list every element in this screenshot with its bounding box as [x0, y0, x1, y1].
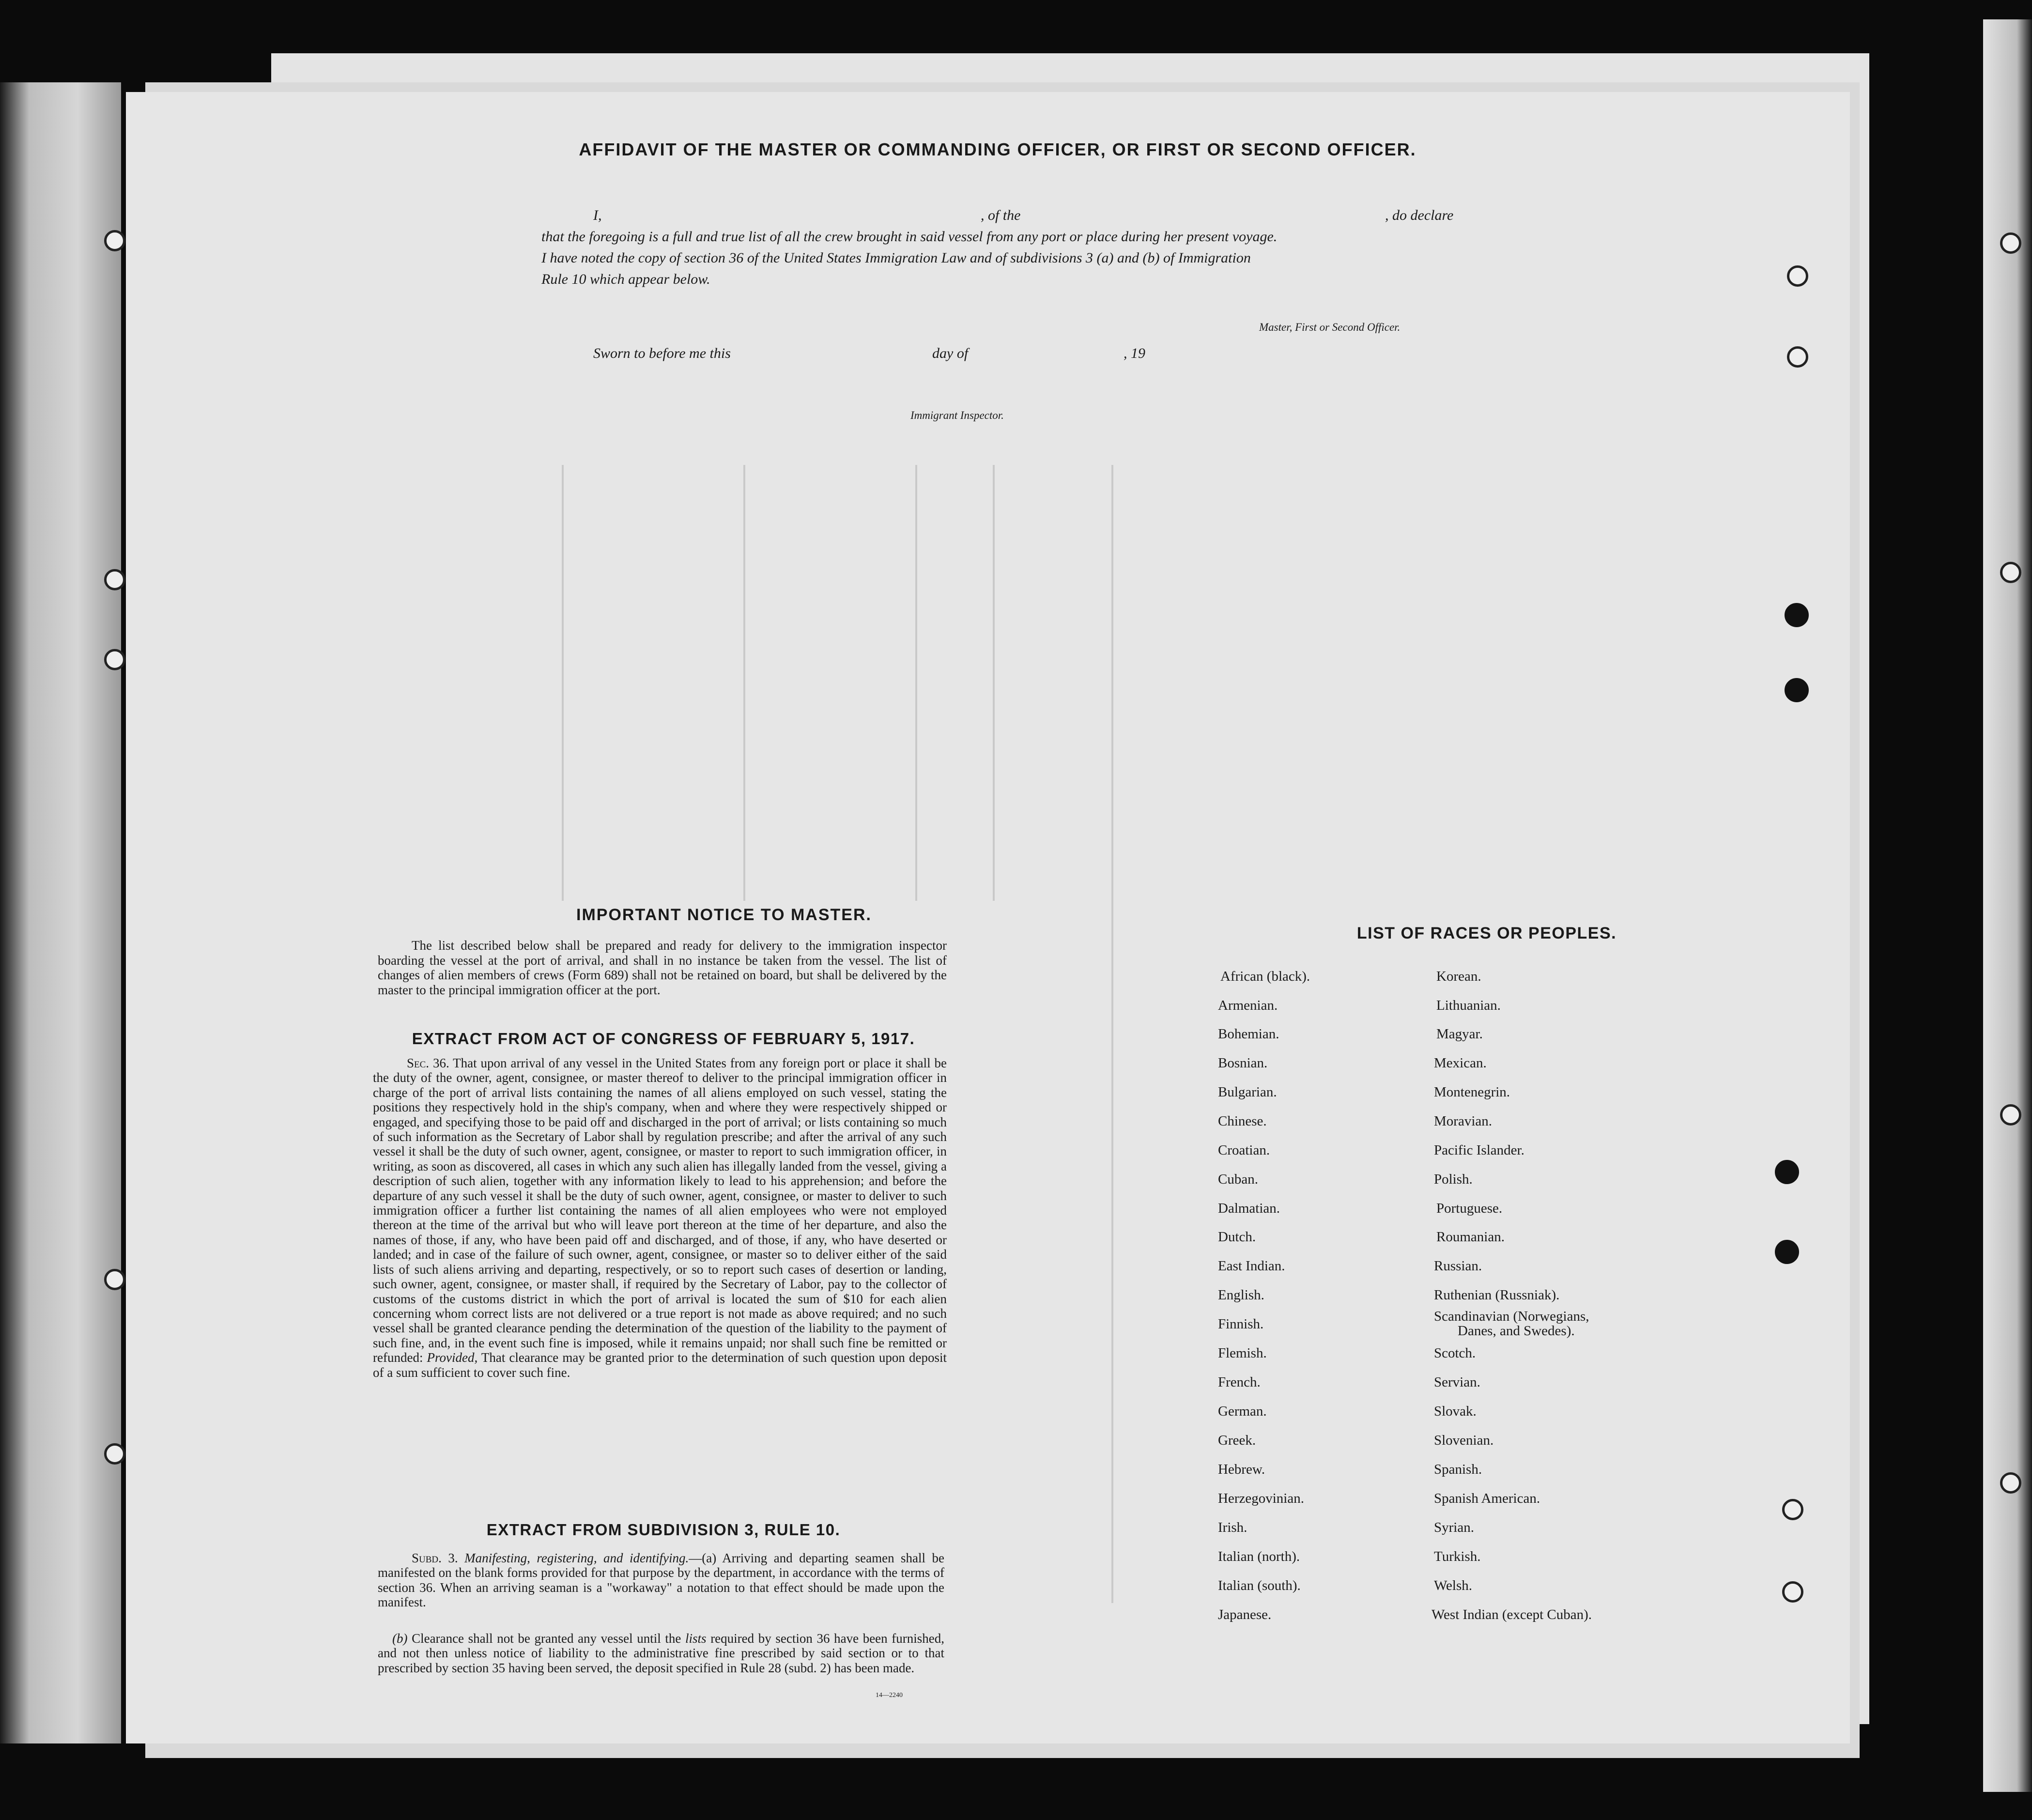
- race-item: Moravian.: [1434, 1113, 1492, 1129]
- race-item: Magyar.: [1436, 1026, 1483, 1042]
- affidavit-line-3: I have noted the copy of section 36 of the United States Immigration Law and of subdivisions 3 (a) and (b) of Immigration: [541, 250, 1251, 266]
- race-item: Ruthenian (Russniak).: [1434, 1287, 1560, 1303]
- rule-extract-heading: EXTRACT FROM SUBDIVISION 3, RULE 10.: [486, 1521, 841, 1539]
- binder-ring-icon: [104, 1269, 125, 1290]
- affidavit-title: AFFIDAVIT OF THE MASTER OR COMMANDING OFFICER, OR FIRST OR SECOND OFFICER.: [579, 139, 1416, 159]
- subdivision-b-body-2: required by section 36 have been furnished, and not then unless notice of liability to the administrative fine prescribed by said section or to that prescribed by section 35 having been served, the deposit specified in Rule 28 (subd. 2) has been made.: [378, 1631, 945, 1675]
- race-item: Scotch.: [1434, 1345, 1476, 1361]
- binder-hole-icon: [1775, 1160, 1799, 1184]
- binder-hole-icon: [1787, 346, 1808, 368]
- subdivision-3a-text: [378, 1551, 944, 1610]
- race-item: Spanish.: [1434, 1462, 1482, 1477]
- binder-ring-icon: [104, 230, 125, 251]
- race-item: Korean.: [1436, 969, 1481, 984]
- affidavit-line-2: that the foregoing is a full and true list of all the crew brought in said vessel from any port or place during her present voyage.: [541, 229, 1278, 245]
- race-item: Danes, and Swedes).: [1458, 1323, 1575, 1339]
- race-item: Cuban.: [1218, 1172, 1258, 1187]
- subdivision-3b-text: [378, 1631, 944, 1675]
- act-extract-heading: EXTRACT FROM ACT OF CONGRESS OF FEBRUARY 5, 1917.: [412, 1030, 915, 1048]
- sworn-text: Sworn to before me this: [593, 345, 731, 361]
- column-rule: [562, 465, 564, 901]
- race-item: Bosnian.: [1218, 1055, 1268, 1071]
- race-item: Herzegovinian.: [1218, 1491, 1304, 1506]
- binder-hole-icon: [1785, 678, 1809, 702]
- column-rule: [993, 465, 995, 901]
- column-rule: [915, 465, 917, 901]
- race-item: African (black).: [1220, 969, 1310, 984]
- race-item: Greek.: [1218, 1433, 1256, 1448]
- race-item: English.: [1218, 1287, 1264, 1303]
- affidavit-i: I,: [593, 207, 602, 223]
- race-item: Irish.: [1218, 1520, 1247, 1535]
- binder-ring-icon: [2000, 1104, 2021, 1126]
- binder-hole-icon: [1787, 265, 1808, 287]
- binder-ring-icon: [104, 569, 125, 590]
- race-item: German.: [1218, 1404, 1267, 1419]
- binder-hole-icon: [1785, 603, 1809, 627]
- binder-ring-icon: [2000, 562, 2021, 583]
- affidavit-of-the: , of the: [981, 207, 1021, 223]
- inspector-signature-caption: Immigrant Inspector.: [910, 409, 1004, 421]
- race-item: Croatian.: [1218, 1142, 1270, 1158]
- subdivision-label: Subd. 3.: [412, 1551, 458, 1565]
- subdivision-b-label: (b): [392, 1631, 408, 1646]
- section-label: Sec. 36.: [407, 1056, 449, 1070]
- subdivision-b-body-1: Clearance shall not be granted any vessel until the: [412, 1631, 681, 1646]
- race-item: Polish.: [1434, 1172, 1473, 1187]
- lists-word: lists: [685, 1631, 707, 1646]
- races-heading: LIST OF RACES OR PEOPLES.: [1356, 924, 1617, 942]
- race-item: Slovak.: [1434, 1404, 1477, 1419]
- race-item: Pacific Islander.: [1434, 1142, 1524, 1158]
- race-item: Portuguese.: [1436, 1201, 1503, 1216]
- race-item: Lithuanian.: [1436, 998, 1501, 1013]
- binder-ring-icon: [104, 649, 125, 670]
- section-36-body: That upon arrival of any vessel in the United States from any foreign port or place it shall be the duty of the owner, agent, consignee, or master thereof to deliver to the principal immigration officer in charge of the port of arrival lists containing the names of all aliens employed on such vessel, stating the positions they respectively hold in the ship's company, when and where they were respectively shipped or engaged, and specifying those to be paid off and discharged in the port of arrival; or lists containing so much of such information as the Secretary of Labor shall by regulation prescribe; and after the arrival of any such vessel it shall be the duty of such owner, agent, consignee, or master to report to such immigration officer, in writing, as soon as discovered, all cases in which any such alien has illegally landed from the vessel, giving a description of such alien, together with any information likely to lead to his apprehension; and before the departure of any such vessel it shall be the duty of such owner, agent, consignee, or master to deliver to such immigration officer a further list containing the names of all alien employees who were not employed thereon at the time of the arrival but who will leave port thereon at the time of her departure, and also the names of those, if any, who have been paid off and discharged, and of those, if any, who have deserted or landed; and in case of the failure of such owner, agent, consignee, or master so to deliver either of the said lists of such aliens arriving and departing, respectively, or so to report such cases of desertion or landing, such owner, agent, consignee, or master shall, if required by the Secretary of Labor, pay to the collector of customs of the customs district in which the port of arrival is located the sum of $10 for each alien concerning whom correct lists are not delivered or a true report is not made as above required; and no such vessel shall be granted clearance pending the determination of the question of the liability to the payment of such fine, and, in the event such fine is imposed, while it remains unpaid; nor shall such fine be remitted or refunded:: [373, 1056, 947, 1365]
- affidavit-do-declare: , do declare: [1385, 207, 1454, 223]
- race-item: Finnish.: [1218, 1316, 1264, 1332]
- race-item: Servian.: [1434, 1374, 1480, 1390]
- race-item: Roumanian.: [1436, 1229, 1505, 1245]
- subdivision-a-body: Arriving and departing seamen shall be manifested on the blank forms provided for that purpose by the department, in accordance with the terms of section 36. When an arriving seaman is a "workaway" a notation to that effect should be made upon the manifest.: [378, 1551, 945, 1610]
- binder-ring-icon: [104, 1443, 125, 1465]
- race-item: Hebrew.: [1218, 1462, 1265, 1477]
- affidavit-line-4: Rule 10 which appear below.: [541, 271, 710, 287]
- race-item: Chinese.: [1218, 1113, 1267, 1129]
- race-item: Flemish.: [1218, 1345, 1267, 1361]
- race-item: Turkish.: [1434, 1549, 1481, 1564]
- column-rule: [743, 465, 745, 901]
- race-item: Bohemian.: [1218, 1026, 1279, 1042]
- race-item: Mexican.: [1434, 1055, 1487, 1071]
- notice-heading: IMPORTANT NOTICE TO MASTER.: [576, 906, 872, 924]
- race-item: Armenian.: [1218, 998, 1278, 1013]
- master-signature-caption: Master, First or Second Officer.: [1259, 321, 1401, 333]
- race-item: West Indian (except Cuban).: [1432, 1607, 1592, 1622]
- race-item: Italian (south).: [1218, 1578, 1301, 1593]
- provided-word: Provided,: [427, 1350, 478, 1365]
- binder-hole-icon: [1782, 1581, 1803, 1603]
- binder-ring-icon: [2000, 232, 2021, 254]
- column-rule: [1111, 465, 1113, 1603]
- race-item: Japanese.: [1218, 1607, 1272, 1622]
- notice-body: The list described below shall be prepared and ready for delivery to the immigration inspector boarding the vessel at the port of arrival, and shall in no instance be taken from the vessel. The list of changes of alien members of crews (Form 689) shall not be retained on board, but shall be delivered by the master to the principal immigration officer at the port.: [378, 938, 947, 997]
- section-36-end: That clearance may be granted prior to the determination of such question upon deposit of a sum sufficient to cover such fine.: [373, 1350, 947, 1380]
- race-item: East Indian.: [1218, 1258, 1285, 1274]
- binder-hole-icon: [1775, 1240, 1799, 1264]
- race-item: Dalmatian.: [1218, 1201, 1280, 1216]
- binder-ring-icon: [2000, 1472, 2021, 1494]
- form-number: 14—2240: [876, 1692, 903, 1699]
- race-item: French.: [1218, 1374, 1261, 1390]
- race-item: Russian.: [1434, 1258, 1482, 1274]
- section-36-text: [373, 1056, 947, 1380]
- left-binder-strip: [0, 82, 121, 1743]
- race-item: Montenegrin.: [1434, 1084, 1510, 1100]
- binder-hole-icon: [1782, 1499, 1803, 1520]
- race-item: Welsh.: [1434, 1578, 1473, 1593]
- affidavit-page: [126, 92, 1850, 1743]
- race-item: Bulgarian.: [1218, 1084, 1277, 1100]
- race-item: Scandinavian (Norwegians,: [1434, 1309, 1589, 1324]
- race-item: Italian (north).: [1218, 1549, 1300, 1564]
- day-of-text: day of: [932, 345, 969, 361]
- race-item: Spanish American.: [1434, 1491, 1540, 1506]
- right-binder-strip: [1983, 19, 2032, 1792]
- subdivision-title: Manifesting, registering, and identifying.: [464, 1551, 689, 1565]
- race-item: Syrian.: [1434, 1520, 1474, 1535]
- year-text: , 19: [1124, 345, 1145, 361]
- race-item: Dutch.: [1218, 1229, 1256, 1245]
- race-item: Slovenian.: [1434, 1433, 1494, 1448]
- subdivision-a-label: —(a): [689, 1551, 717, 1565]
